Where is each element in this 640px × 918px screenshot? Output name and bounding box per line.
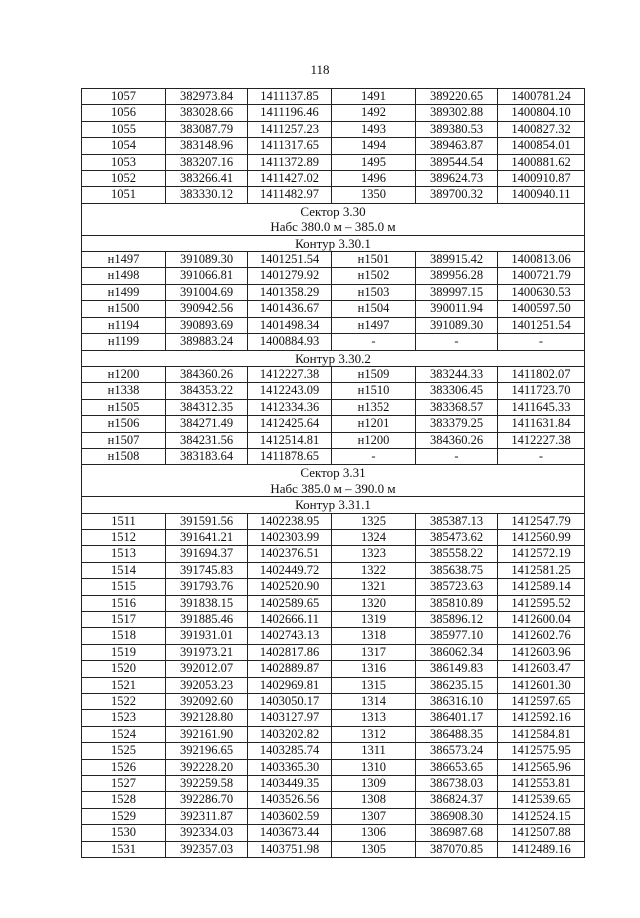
table-cell: 1052 bbox=[82, 171, 166, 187]
table-row bbox=[82, 612, 585, 628]
table-row bbox=[82, 284, 585, 300]
table-row bbox=[82, 154, 585, 170]
table-cell: 1412514.81 bbox=[248, 432, 332, 448]
table-cell: 1051 bbox=[82, 187, 166, 203]
table-cell: 386149.83 bbox=[416, 661, 498, 677]
table-cell: 391066.81 bbox=[166, 268, 248, 284]
table-cell: 382973.84 bbox=[166, 89, 248, 105]
table-cell: 392311.87 bbox=[166, 808, 248, 824]
table-cell: 383148.96 bbox=[166, 138, 248, 154]
table-cell: 1515 bbox=[82, 579, 166, 595]
table-cell: 1412601.30 bbox=[498, 677, 585, 693]
table-row bbox=[82, 317, 585, 333]
table-cell: 386824.37 bbox=[416, 792, 498, 808]
table-cell: 1412595.52 bbox=[498, 595, 585, 611]
table-cell: 1317 bbox=[332, 644, 416, 660]
table-cell: 389302.88 bbox=[416, 105, 498, 121]
table-cell: 392161.90 bbox=[166, 726, 248, 742]
table-cell: 383379.25 bbox=[416, 416, 498, 432]
table-cell: - bbox=[332, 334, 416, 350]
table-cell: 391838.15 bbox=[166, 595, 248, 611]
table-row bbox=[82, 776, 585, 792]
table-cell: 1350 bbox=[332, 187, 416, 203]
table-row bbox=[82, 579, 585, 595]
table-row bbox=[82, 710, 585, 726]
table-cell: н1200 bbox=[332, 432, 416, 448]
table-cell: 1324 bbox=[332, 529, 416, 545]
table-cell: 1400781.24 bbox=[498, 89, 585, 105]
table-cell: 386401.17 bbox=[416, 710, 498, 726]
table-cell: 385810.89 bbox=[416, 595, 498, 611]
table-cell: 1530 bbox=[82, 825, 166, 841]
table-cell: 391885.46 bbox=[166, 612, 248, 628]
table-cell: 1322 bbox=[332, 562, 416, 578]
table-cell: 1412589.14 bbox=[498, 579, 585, 595]
table-cell: 1307 bbox=[332, 808, 416, 824]
table-cell: н1499 bbox=[82, 284, 166, 300]
sector-header-row bbox=[82, 465, 585, 497]
table-cell: 1411427.02 bbox=[248, 171, 332, 187]
table-row bbox=[82, 399, 585, 415]
table-cell: 1400630.53 bbox=[498, 284, 585, 300]
table-cell: 1524 bbox=[82, 726, 166, 742]
table-cell: 385558.22 bbox=[416, 546, 498, 562]
table-cell: 392012.07 bbox=[166, 661, 248, 677]
sector-title: Сектор 3.30 bbox=[300, 203, 366, 219]
table-cell: 1308 bbox=[332, 792, 416, 808]
page-number: 118 bbox=[310, 62, 330, 77]
table-cell: 383330.12 bbox=[166, 187, 248, 203]
table-cell: 390942.56 bbox=[166, 301, 248, 317]
table-cell: 1402743.13 bbox=[248, 628, 332, 644]
table-cell: 391694.37 bbox=[166, 546, 248, 562]
table-cell: 1402449.72 bbox=[248, 562, 332, 578]
table-cell: 384360.26 bbox=[166, 366, 248, 382]
table-cell: 1320 bbox=[332, 595, 416, 611]
table-cell: 1403526.56 bbox=[248, 792, 332, 808]
table-cell: 386908.30 bbox=[416, 808, 498, 824]
table-cell: 1521 bbox=[82, 677, 166, 693]
table-cell: 389544.54 bbox=[416, 154, 498, 170]
table-row bbox=[82, 301, 585, 317]
table-row bbox=[82, 562, 585, 578]
table-cell: н1507 bbox=[82, 432, 166, 448]
table-cell: 1401251.54 bbox=[248, 252, 332, 268]
table-cell: 392334.03 bbox=[166, 825, 248, 841]
table-cell: 383368.57 bbox=[416, 399, 498, 415]
table-cell: 1412227.38 bbox=[248, 366, 332, 382]
table-cell: 389956.28 bbox=[416, 268, 498, 284]
sector-header bbox=[82, 203, 585, 235]
table-cell: 391641.21 bbox=[166, 529, 248, 545]
table-cell: 385977.10 bbox=[416, 628, 498, 644]
table-cell: 1403673.44 bbox=[248, 825, 332, 841]
table-cell: 1512 bbox=[82, 529, 166, 545]
table-cell: 390011.94 bbox=[416, 301, 498, 317]
table-cell: 1518 bbox=[82, 628, 166, 644]
table-cell: 1053 bbox=[82, 154, 166, 170]
table-cell: н1503 bbox=[332, 284, 416, 300]
table-cell: 1401279.92 bbox=[248, 268, 332, 284]
table-cell: 1412581.25 bbox=[498, 562, 585, 578]
table-cell: 1491 bbox=[332, 89, 416, 105]
table-cell: 383087.79 bbox=[166, 121, 248, 137]
table-cell: 1316 bbox=[332, 661, 416, 677]
table-cell: 1306 bbox=[332, 825, 416, 841]
table-cell: 389463.87 bbox=[416, 138, 498, 154]
table-cell: н1505 bbox=[82, 399, 166, 415]
table-cell: 1403365.30 bbox=[248, 759, 332, 775]
table-cell: 385638.75 bbox=[416, 562, 498, 578]
table-row bbox=[82, 268, 585, 284]
table-row bbox=[82, 628, 585, 644]
contour-header-row bbox=[82, 235, 585, 251]
table-cell: 1403449.35 bbox=[248, 776, 332, 792]
table-row bbox=[82, 513, 585, 529]
table-cell: н1504 bbox=[332, 301, 416, 317]
table-cell: 1401358.29 bbox=[248, 284, 332, 300]
table-cell: н1502 bbox=[332, 268, 416, 284]
table-cell: - bbox=[416, 448, 498, 464]
table-cell: 1305 bbox=[332, 841, 416, 857]
table-cell: 1411631.84 bbox=[498, 416, 585, 432]
table-cell: 389220.65 bbox=[416, 89, 498, 105]
table-cell: 391004.69 bbox=[166, 284, 248, 300]
table-cell: 391793.76 bbox=[166, 579, 248, 595]
table-cell: 385473.62 bbox=[416, 529, 498, 545]
table-cell: 386488.35 bbox=[416, 726, 498, 742]
table-cell: 1526 bbox=[82, 759, 166, 775]
table-cell: 1402589.65 bbox=[248, 595, 332, 611]
table-cell: 1400940.11 bbox=[498, 187, 585, 203]
contour-header-row bbox=[82, 497, 585, 513]
table-cell: 1412524.15 bbox=[498, 808, 585, 824]
table-row bbox=[82, 416, 585, 432]
table-cell: н1199 bbox=[82, 334, 166, 350]
table-cell: 1323 bbox=[332, 546, 416, 562]
table-cell: н1352 bbox=[332, 399, 416, 415]
table-cell: 1057 bbox=[82, 89, 166, 105]
table-cell: 1494 bbox=[332, 138, 416, 154]
sector-header bbox=[82, 465, 585, 497]
table-cell: 1514 bbox=[82, 562, 166, 578]
table-cell: 1400881.62 bbox=[498, 154, 585, 170]
table-cell: 1411723.70 bbox=[498, 383, 585, 399]
table-cell: 1402666.11 bbox=[248, 612, 332, 628]
table-cell: 1527 bbox=[82, 776, 166, 792]
contour-title: Контур 3.30.2 bbox=[82, 350, 585, 366]
table-row bbox=[82, 105, 585, 121]
table-cell: 1315 bbox=[332, 677, 416, 693]
table-cell: 1056 bbox=[82, 105, 166, 121]
table-cell: н1497 bbox=[332, 317, 416, 333]
table-cell: 1412603.47 bbox=[498, 661, 585, 677]
contour-title: Контур 3.30.1 bbox=[82, 235, 585, 251]
table-row bbox=[82, 595, 585, 611]
table-cell: 1412584.81 bbox=[498, 726, 585, 742]
table-cell: 1054 bbox=[82, 138, 166, 154]
table-row bbox=[82, 825, 585, 841]
table-cell: 391931.01 bbox=[166, 628, 248, 644]
table-cell: 1401251.54 bbox=[498, 317, 585, 333]
table-cell: - bbox=[416, 334, 498, 350]
table-cell: 1403751.98 bbox=[248, 841, 332, 857]
table-cell: н1510 bbox=[332, 383, 416, 399]
table-cell: н1509 bbox=[332, 366, 416, 382]
table-cell: н1506 bbox=[82, 416, 166, 432]
table-cell: 386573.24 bbox=[416, 743, 498, 759]
table-row bbox=[82, 187, 585, 203]
sector-elevation-range: Набс 380.0 м – 385.0 м bbox=[270, 219, 396, 235]
table-cell: н1500 bbox=[82, 301, 166, 317]
table-cell: 1400721.79 bbox=[498, 268, 585, 284]
table-row bbox=[82, 252, 585, 268]
table-cell: 389700.32 bbox=[416, 187, 498, 203]
table-cell: 1401498.34 bbox=[248, 317, 332, 333]
table-cell: 1411257.23 bbox=[248, 121, 332, 137]
table-cell: 1402520.90 bbox=[248, 579, 332, 595]
table-row bbox=[82, 138, 585, 154]
table-cell: 1412575.95 bbox=[498, 743, 585, 759]
table-cell: 384271.49 bbox=[166, 416, 248, 432]
table-cell: 1321 bbox=[332, 579, 416, 595]
table-cell: 1318 bbox=[332, 628, 416, 644]
table-row bbox=[82, 759, 585, 775]
table-cell: 392053.23 bbox=[166, 677, 248, 693]
table-cell: 1411196.46 bbox=[248, 105, 332, 121]
table-cell: 1402889.87 bbox=[248, 661, 332, 677]
table-cell: 1412539.65 bbox=[498, 792, 585, 808]
table-cell: 1403202.82 bbox=[248, 726, 332, 742]
table-cell: 1312 bbox=[332, 726, 416, 742]
table-cell: 392128.80 bbox=[166, 710, 248, 726]
table-row bbox=[82, 383, 585, 399]
table-cell: 385896.12 bbox=[416, 612, 498, 628]
table-row bbox=[82, 546, 585, 562]
table-cell: 384231.56 bbox=[166, 432, 248, 448]
table-cell: 389380.53 bbox=[416, 121, 498, 137]
table-cell: 383244.33 bbox=[416, 366, 498, 382]
table-cell: 386235.15 bbox=[416, 677, 498, 693]
table-cell: 1412592.16 bbox=[498, 710, 585, 726]
table-cell: 1400884.93 bbox=[248, 334, 332, 350]
table-cell: 1511 bbox=[82, 513, 166, 529]
table-cell: 1411372.89 bbox=[248, 154, 332, 170]
table-cell: н1200 bbox=[82, 366, 166, 382]
table-cell: 1412334.36 bbox=[248, 399, 332, 415]
table-cell: 391089.30 bbox=[166, 252, 248, 268]
table-row bbox=[82, 121, 585, 137]
table-cell: 1402303.99 bbox=[248, 529, 332, 545]
sector-elevation-range: Набс 385.0 м – 390.0 м bbox=[270, 480, 396, 496]
table-cell: 392228.20 bbox=[166, 759, 248, 775]
table-cell: 1400910.87 bbox=[498, 171, 585, 187]
table-cell: 1403050.17 bbox=[248, 694, 332, 710]
table-cell: 1412227.38 bbox=[498, 432, 585, 448]
table-cell: 1492 bbox=[332, 105, 416, 121]
table-cell: 1520 bbox=[82, 661, 166, 677]
table-cell: 392259.58 bbox=[166, 776, 248, 792]
table-cell: н1338 bbox=[82, 383, 166, 399]
table-cell: 1411645.33 bbox=[498, 399, 585, 415]
table-cell: 386316.10 bbox=[416, 694, 498, 710]
table-cell: 392092.60 bbox=[166, 694, 248, 710]
table-cell: 391591.56 bbox=[166, 513, 248, 529]
table-cell: 1411482.97 bbox=[248, 187, 332, 203]
table-cell: н1508 bbox=[82, 448, 166, 464]
table-cell: 1412603.96 bbox=[498, 644, 585, 660]
contour-title: Контур 3.31.1 bbox=[82, 497, 585, 513]
table-cell: 1412602.76 bbox=[498, 628, 585, 644]
table-cell: 1402969.81 bbox=[248, 677, 332, 693]
table-cell: 1325 bbox=[332, 513, 416, 529]
table-cell: 384360.26 bbox=[416, 432, 498, 448]
table-cell: 1522 bbox=[82, 694, 166, 710]
table-row bbox=[82, 171, 585, 187]
table-cell: 1055 bbox=[82, 121, 166, 137]
table-row bbox=[82, 448, 585, 464]
table-cell: 391089.30 bbox=[416, 317, 498, 333]
table-cell: 1531 bbox=[82, 841, 166, 857]
table-cell: 383306.45 bbox=[416, 383, 498, 399]
table-cell: 386062.34 bbox=[416, 644, 498, 660]
table-cell: 389915.42 bbox=[416, 252, 498, 268]
contour-header-row bbox=[82, 350, 585, 366]
table-row bbox=[82, 529, 585, 545]
table-cell: 392196.65 bbox=[166, 743, 248, 759]
table-cell: 1412425.64 bbox=[248, 416, 332, 432]
table-row bbox=[82, 792, 585, 808]
table-cell: 1412597.65 bbox=[498, 694, 585, 710]
table-cell: 1401436.67 bbox=[248, 301, 332, 317]
table-cell: 1495 bbox=[332, 154, 416, 170]
table-cell: 1411802.07 bbox=[498, 366, 585, 382]
table-cell: 386987.68 bbox=[416, 825, 498, 841]
table-cell: н1201 bbox=[332, 416, 416, 432]
table-cell: 1519 bbox=[82, 644, 166, 660]
table-cell: 1412565.96 bbox=[498, 759, 585, 775]
table-cell: 1516 bbox=[82, 595, 166, 611]
table-row bbox=[82, 677, 585, 693]
table-cell: 383183.64 bbox=[166, 448, 248, 464]
table-row bbox=[82, 808, 585, 824]
table-cell: 1400804.10 bbox=[498, 105, 585, 121]
table-cell: 1412243.09 bbox=[248, 383, 332, 399]
table-cell: 1400597.50 bbox=[498, 301, 585, 317]
table-cell: 1528 bbox=[82, 792, 166, 808]
table-cell: 1411317.65 bbox=[248, 138, 332, 154]
table-cell: н1194 bbox=[82, 317, 166, 333]
table-cell: 389997.15 bbox=[416, 284, 498, 300]
table-cell: 386738.03 bbox=[416, 776, 498, 792]
table-row bbox=[82, 366, 585, 382]
table-cell: 1403127.97 bbox=[248, 710, 332, 726]
table-cell: 1412572.19 bbox=[498, 546, 585, 562]
table-cell: 1493 bbox=[332, 121, 416, 137]
table-cell: 1411878.65 bbox=[248, 448, 332, 464]
table-cell: 1403602.59 bbox=[248, 808, 332, 824]
table-row bbox=[82, 432, 585, 448]
table-cell: 1412553.81 bbox=[498, 776, 585, 792]
table-cell: 390893.69 bbox=[166, 317, 248, 333]
table-cell: 383028.66 bbox=[166, 105, 248, 121]
sector-title: Сектор 3.31 bbox=[300, 465, 366, 481]
table-cell: 384353.22 bbox=[166, 383, 248, 399]
table-row bbox=[82, 89, 585, 105]
table-cell: 1529 bbox=[82, 808, 166, 824]
table-cell: 1403285.74 bbox=[248, 743, 332, 759]
table-row bbox=[82, 743, 585, 759]
table-cell: 1412489.16 bbox=[498, 841, 585, 857]
table-cell: 1517 bbox=[82, 612, 166, 628]
table-cell: 1400854.01 bbox=[498, 138, 585, 154]
coordinates-table-body bbox=[82, 89, 585, 858]
table-cell: 1309 bbox=[332, 776, 416, 792]
table-cell: 1400827.32 bbox=[498, 121, 585, 137]
table-cell: 392286.70 bbox=[166, 792, 248, 808]
table-cell: 1402238.95 bbox=[248, 513, 332, 529]
table-cell: 389883.24 bbox=[166, 334, 248, 350]
table-cell: 1411137.85 bbox=[248, 89, 332, 105]
table-cell: 391745.83 bbox=[166, 562, 248, 578]
table-row bbox=[82, 726, 585, 742]
table-row bbox=[82, 334, 585, 350]
table-cell: - bbox=[332, 448, 416, 464]
sector-header-row bbox=[82, 203, 585, 235]
table-cell: 389624.73 bbox=[416, 171, 498, 187]
coordinates-table bbox=[81, 88, 585, 858]
table-row bbox=[82, 694, 585, 710]
table-cell: 1525 bbox=[82, 743, 166, 759]
table-cell: н1498 bbox=[82, 268, 166, 284]
table-cell: 1513 bbox=[82, 546, 166, 562]
table-cell: 1412560.99 bbox=[498, 529, 585, 545]
table-cell: 1400813.06 bbox=[498, 252, 585, 268]
table-cell: н1501 bbox=[332, 252, 416, 268]
table-cell: 1402376.51 bbox=[248, 546, 332, 562]
table-cell: - bbox=[498, 448, 585, 464]
table-cell: 391973.21 bbox=[166, 644, 248, 660]
table-cell: 1412507.88 bbox=[498, 825, 585, 841]
table-cell: 1412547.79 bbox=[498, 513, 585, 529]
table-cell: 1412600.04 bbox=[498, 612, 585, 628]
table-cell: 385387.13 bbox=[416, 513, 498, 529]
table-cell: 1313 bbox=[332, 710, 416, 726]
table-cell: 1310 bbox=[332, 759, 416, 775]
table-cell: 384312.35 bbox=[166, 399, 248, 415]
table-row bbox=[82, 841, 585, 857]
table-cell: 383266.41 bbox=[166, 171, 248, 187]
table-cell: 385723.63 bbox=[416, 579, 498, 595]
table-cell: - bbox=[498, 334, 585, 350]
table-cell: 383207.16 bbox=[166, 154, 248, 170]
table-cell: 1311 bbox=[332, 743, 416, 759]
table-row bbox=[82, 661, 585, 677]
table-cell: 387070.85 bbox=[416, 841, 498, 857]
table-cell: 392357.03 bbox=[166, 841, 248, 857]
table-cell: 1402817.86 bbox=[248, 644, 332, 660]
table-row bbox=[82, 644, 585, 660]
table-cell: 386653.65 bbox=[416, 759, 498, 775]
table-cell: 1314 bbox=[332, 694, 416, 710]
table-cell: н1497 bbox=[82, 252, 166, 268]
table-cell: 1319 bbox=[332, 612, 416, 628]
table-cell: 1496 bbox=[332, 171, 416, 187]
table-cell: 1523 bbox=[82, 710, 166, 726]
